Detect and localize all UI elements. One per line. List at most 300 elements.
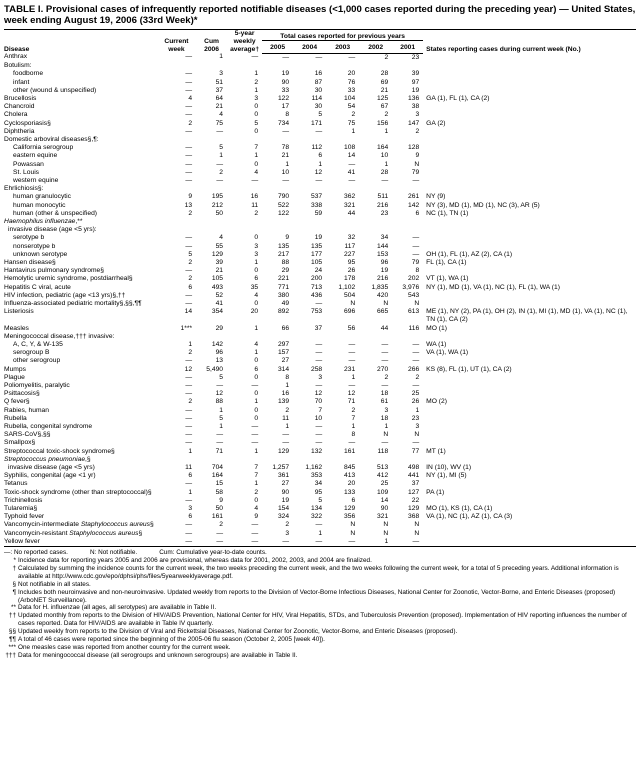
cell-value: — — [216, 127, 224, 135]
reporting-states — [423, 218, 636, 226]
cell-value: 4 — [188, 94, 193, 102]
cell-value: 4 — [254, 341, 259, 348]
cell-value: 87 — [314, 78, 323, 86]
cell-value: 79 — [411, 258, 420, 266]
cell-value: — — [381, 349, 389, 357]
cell-value: 1 — [254, 152, 259, 160]
cell-value — [293, 185, 326, 193]
table-row — [4, 456, 636, 464]
cell-value: 105 — [310, 258, 323, 266]
cell-value: 25 — [380, 480, 389, 488]
cell-value: 2 — [254, 209, 259, 217]
footnote — [4, 589, 636, 605]
cell-value: 217 — [277, 250, 290, 258]
cell-value: N — [350, 529, 356, 537]
cell-value: — — [185, 521, 193, 529]
disease-name: Ehrlichiosis§: — [4, 185, 44, 193]
report-page — [4, 4, 636, 660]
cell-value: 504 — [344, 291, 356, 299]
cell-value: 9 — [415, 152, 420, 160]
cell-value — [293, 456, 326, 464]
cell-value: — — [251, 431, 259, 439]
reporting-states: OH (1), FL (1), AZ (2), CA (1) — [426, 250, 513, 258]
cell-value — [196, 62, 227, 70]
cell-value: 0 — [254, 299, 259, 307]
cell-value: 2 — [351, 111, 356, 119]
cell-value: — — [185, 357, 193, 365]
cell-value: 513 — [377, 464, 389, 472]
table-row — [4, 177, 636, 185]
disease-name: serotype b — [13, 234, 45, 242]
cell-value: 59 — [314, 209, 323, 217]
cell-value: 5 — [219, 144, 224, 152]
reporting-states: GA (2) — [426, 119, 446, 127]
cell-value — [157, 218, 196, 226]
cell-value: 3 — [318, 373, 323, 381]
disease-name: foodborne — [13, 70, 44, 78]
cell-value: 412 — [377, 472, 389, 480]
table-row — [4, 275, 636, 283]
cell-value: 1 — [359, 538, 392, 547]
cell-value: 0 — [254, 111, 259, 119]
cell-value: 216 — [377, 201, 389, 209]
table-row — [4, 530, 636, 538]
cell-value: 0 — [254, 390, 259, 398]
cell-value: 361 — [277, 472, 290, 480]
cell-value: — — [196, 538, 227, 547]
cell-value: 108 — [344, 144, 356, 152]
cell-value: 1 — [254, 447, 259, 455]
table-row — [4, 62, 636, 70]
reporting-states: VA (1), NC (1), AZ (1), CA (3) — [426, 513, 513, 521]
cell-value: — — [185, 144, 193, 152]
cell-value: 200 — [310, 275, 323, 283]
cell-value: 5 — [318, 111, 323, 119]
table-row — [4, 333, 636, 341]
table-row — [4, 161, 636, 169]
cell-value: 14 — [380, 496, 389, 504]
table-row — [4, 152, 636, 160]
cell-value — [359, 333, 392, 341]
cell-value: 2 — [254, 488, 259, 496]
cell-value: 522 — [277, 201, 290, 209]
cell-value: 1 — [351, 373, 356, 381]
cell-value — [359, 456, 392, 464]
cell-value — [196, 136, 227, 144]
cell-value: 12 — [184, 365, 193, 373]
table-row — [4, 308, 636, 324]
cell-value: — — [282, 176, 290, 184]
disease-name: Rubella, congenital syndrome — [4, 423, 93, 431]
cell-value: 665 — [377, 308, 389, 316]
cell-value: 32 — [347, 234, 356, 242]
cell-value: — — [348, 341, 356, 348]
cell-value: 153 — [377, 250, 389, 258]
cell-value: N — [383, 431, 389, 439]
reporting-states — [423, 177, 636, 185]
cell-value: 97 — [411, 78, 420, 86]
cell-value: — — [251, 382, 259, 390]
cell-value: 321 — [344, 201, 356, 209]
cell-value: 19 — [411, 86, 420, 94]
footnote-text: Incidence data for reporting years 2005 and 2006 are provisional, whereas data for 2001, 2002, 2003, and 2004 are finalized. — [18, 556, 372, 564]
cell-value: 12 — [347, 390, 356, 398]
table-row — [4, 366, 636, 374]
cell-value: 13 — [215, 357, 224, 365]
cell-value: 543 — [408, 291, 420, 299]
cell-value: — — [315, 127, 323, 135]
cell-value: 21 — [281, 152, 290, 160]
cell-value: 95 — [314, 488, 323, 496]
cell-value: 0 — [254, 160, 259, 168]
disease-name: Diphtheria — [4, 127, 35, 135]
footnote-text: Updated monthly from reports to the Division of HIV/AIDS Prevention, National Center for HIV, Viral Hepatitis, STDs, and Tuberculosis Prevention (proposed). Implementation of HIV reporting influences the number of cases reported. Data for HIV/AIDS are available in Table IV quarterly. — [18, 612, 627, 628]
cell-value: 19 — [281, 496, 290, 504]
cell-value — [196, 218, 227, 226]
cell-value: 1 — [219, 152, 224, 160]
cell-value: 26 — [347, 267, 356, 275]
cell-value: — — [185, 127, 193, 135]
table-row — [4, 407, 636, 415]
cell-value — [293, 136, 326, 144]
reporting-states — [423, 374, 636, 382]
reporting-states — [423, 431, 636, 439]
cell-value: 1,102 — [338, 283, 356, 291]
cell-value: 8 — [351, 431, 356, 439]
disease-name: Smallpox§ — [4, 439, 36, 447]
table-row — [4, 193, 636, 201]
reporting-states — [423, 62, 636, 70]
cell-value: 1 — [219, 406, 224, 414]
table-row — [4, 489, 636, 497]
disease-name: eastern equine — [13, 152, 58, 160]
cell-value: 118 — [377, 447, 389, 455]
footnote — [4, 557, 636, 565]
disease-name: Tularemia§ — [4, 505, 38, 513]
cell-value: 61 — [380, 398, 389, 406]
cell-value — [293, 218, 326, 226]
cell-value: 0 — [254, 103, 259, 111]
cell-value — [262, 136, 293, 144]
cell-value: 696 — [344, 308, 356, 316]
footnote-text: A total of 46 cases were reported since the beginning of the 2005-06 flu season (October 2, 2005 [week 40]). — [18, 636, 325, 644]
reporting-states — [423, 136, 636, 144]
reporting-states: KS (8), FL (1), UT (1), CA (2) — [426, 365, 512, 373]
table-row — [4, 111, 636, 119]
cell-value: 75 — [347, 119, 356, 127]
table-row — [4, 448, 636, 456]
cell-value: — — [185, 373, 193, 381]
cell-value: — — [392, 538, 423, 547]
table-row — [4, 251, 636, 259]
cell-value: 90 — [380, 505, 389, 513]
disease-name: Yellow fever — [4, 538, 157, 547]
table-row — [4, 439, 636, 447]
cell-value: 6 — [415, 209, 420, 217]
footnote-text: Updated weekly from reports to the Division of Viral and Rickettsial Diseases, National Center for Zoonotic, Vector-Borne, and Enteric Diseases (proposed). — [18, 628, 458, 636]
cell-value: 49 — [281, 299, 290, 307]
cell-value: 1 — [384, 127, 389, 135]
cell-value: — — [185, 480, 193, 488]
table-row — [4, 226, 636, 234]
cell-value: 892 — [277, 308, 290, 316]
cell-value: — — [412, 382, 420, 390]
disease-name: HIV infection, pediatric (age <13 yrs)§,†† — [4, 291, 126, 299]
cell-value: 6 — [351, 496, 356, 504]
cell-value: — — [216, 529, 224, 537]
footnote-text: Not notifiable in all states. — [18, 580, 91, 588]
cell-value: 212 — [211, 201, 224, 209]
cell-value: 154 — [277, 505, 290, 513]
cell-value: 44 — [380, 324, 389, 332]
cell-value: 156 — [377, 119, 389, 127]
header-year-2004: 2004 — [293, 41, 326, 54]
disease-name: Botulism: — [4, 62, 32, 70]
footnote-marker: §§ — [8, 628, 16, 636]
cell-value: — — [293, 538, 326, 547]
cell-value: 13 — [184, 201, 193, 209]
cell-value — [262, 456, 293, 464]
cell-value: 142 — [211, 341, 224, 348]
footnote — [4, 652, 636, 660]
cell-value: 5 — [188, 250, 193, 258]
cell-value: 1 — [188, 447, 193, 455]
cell-value: — — [412, 234, 420, 242]
cell-value — [392, 136, 423, 144]
cell-value: — — [157, 538, 196, 547]
cell-value: 1 — [254, 324, 259, 332]
cell-value: 498 — [408, 464, 420, 472]
cell-value: 20 — [347, 70, 356, 78]
reporting-states — [423, 415, 636, 423]
reporting-states — [423, 390, 636, 398]
cell-value: 10 — [380, 152, 389, 160]
reporting-states — [423, 300, 636, 308]
cell-value: 33 — [347, 86, 356, 94]
cell-value: 2 — [254, 78, 259, 86]
cell-value: — — [315, 439, 323, 447]
table-row — [4, 79, 636, 87]
cell-value: — — [412, 242, 420, 250]
cell-value — [326, 62, 359, 70]
cell-value — [262, 185, 293, 193]
table-row — [4, 325, 636, 333]
cell-value: — — [251, 521, 259, 529]
cell-value: 7 — [254, 472, 259, 480]
cell-value: 18 — [380, 390, 389, 398]
cell-value: 135 — [310, 242, 323, 250]
cell-value: — — [185, 529, 193, 537]
table-body — [4, 53, 636, 546]
cell-value: 2 — [285, 521, 290, 529]
reporting-states: FL (1), CA (1) — [426, 258, 467, 266]
cell-value: 35 — [250, 283, 259, 291]
cell-value: 790 — [277, 193, 290, 201]
cell-value: 1 — [254, 349, 259, 357]
cell-value: 28 — [380, 70, 389, 78]
cell-value: — — [185, 111, 193, 119]
cell-value: 11 — [185, 464, 193, 472]
cell-value: 3,976 — [402, 283, 420, 291]
reporting-states — [423, 111, 636, 119]
cell-value: 5 — [219, 373, 224, 381]
cell-value: 64 — [215, 94, 224, 102]
cell-value: — — [251, 439, 259, 447]
cell-value: 2 — [415, 373, 420, 381]
cell-value: 227 — [344, 250, 356, 258]
table-row — [4, 218, 636, 226]
cell-value: 71 — [347, 398, 356, 406]
cell-value: 134 — [310, 505, 323, 513]
reporting-states — [423, 144, 636, 152]
cell-value: 1 — [384, 423, 389, 431]
reporting-states — [423, 333, 636, 341]
table-row — [4, 357, 636, 365]
cell-value: 6 — [188, 472, 193, 480]
cell-value: 270 — [377, 365, 389, 373]
cell-value: — — [315, 299, 323, 307]
reporting-states: GA (1), FL (1), CA (2) — [426, 94, 490, 102]
reporting-states — [423, 226, 636, 234]
disease-name: Typhoid fever — [4, 513, 45, 521]
cell-value: 771 — [277, 283, 290, 291]
footnote-text: Data for meningococcal disease (all serogroups and unknown serogroups) are available in Table II. — [18, 651, 298, 659]
disease-name: Powassan — [13, 160, 44, 168]
table-row — [4, 185, 636, 193]
cell-value: 258 — [310, 365, 323, 373]
cell-value: — — [251, 176, 259, 184]
cell-value: 6 — [188, 513, 193, 521]
cell-value: 132 — [310, 447, 323, 455]
disease-name: Measles — [4, 324, 29, 332]
cell-value: 34 — [380, 234, 389, 242]
disease-name: infant — [13, 78, 30, 86]
cell-value: 3 — [415, 111, 420, 119]
cell-value: 261 — [408, 193, 420, 201]
disease-name: Cholera — [4, 111, 28, 119]
cell-value: 139 — [277, 398, 290, 406]
reporting-states — [423, 243, 636, 251]
cell-value — [392, 456, 423, 464]
cell-value — [196, 333, 227, 341]
cell-value: 3 — [254, 94, 259, 102]
cell-value: 50 — [215, 505, 224, 513]
cell-value: 21 — [215, 103, 224, 111]
cell-value: 14 — [347, 152, 356, 160]
cell-value: 537 — [310, 193, 323, 201]
cell-value: 6 — [318, 152, 323, 160]
cell-value: 2 — [384, 111, 389, 119]
reporting-states: MO (1), KS (1), CA (1) — [426, 505, 493, 513]
cell-value: 613 — [408, 308, 420, 316]
cell-value: — — [185, 86, 193, 94]
table-row — [4, 120, 636, 128]
cell-value: — — [185, 299, 193, 307]
cell-value — [293, 226, 326, 234]
cell-value: 178 — [344, 275, 356, 283]
cell-value: — — [282, 439, 290, 447]
reporting-states — [423, 161, 636, 169]
cell-value: 90 — [281, 78, 290, 86]
footnote-marker: ** — [11, 604, 16, 612]
cell-value: 3 — [219, 70, 224, 78]
reporting-states: VA (1), WA (1) — [426, 349, 469, 357]
cell-value — [157, 333, 196, 341]
footnote-marker: * — [13, 556, 16, 564]
cell-value: 202 — [408, 275, 420, 283]
footnote — [4, 565, 636, 581]
reporting-states — [423, 292, 636, 300]
table-row — [4, 210, 636, 218]
table-row — [4, 497, 636, 505]
cell-value: 52 — [215, 291, 224, 299]
cell-value: 4 — [254, 291, 259, 299]
disease-table — [4, 29, 636, 547]
reporting-states — [423, 456, 636, 464]
cell-value: 41 — [347, 168, 356, 176]
cell-value: 0 — [254, 373, 259, 381]
cell-value: 5 — [318, 496, 323, 504]
cell-value: — — [185, 267, 193, 275]
disease-name: invasive disease (age <5 yrs) — [8, 464, 95, 472]
cell-value: 161 — [344, 447, 356, 455]
cell-value: 133 — [344, 488, 356, 496]
footnote-marker: † — [12, 564, 16, 572]
legend-cumulative: Cum: Cumulative year-to-date counts. — [159, 549, 267, 557]
cell-value — [359, 62, 392, 70]
cell-value: 76 — [347, 78, 356, 86]
cell-value: 67 — [380, 103, 389, 111]
cell-value: — — [315, 53, 323, 61]
disease-name: Rabies, human — [4, 406, 49, 414]
cell-value: 9 — [188, 193, 193, 201]
cell-value — [196, 185, 227, 193]
table-row — [4, 505, 636, 513]
disease-name: invasive disease (age <5 yrs): — [8, 226, 97, 234]
disease-name: Domestic arboviral diseases§,¶: — [4, 135, 99, 143]
table-row — [4, 538, 636, 547]
cell-value: — — [412, 341, 420, 348]
cell-value: 30 — [314, 86, 323, 94]
cell-value: 129 — [211, 250, 224, 258]
cell-value: 161 — [211, 513, 224, 521]
reporting-states — [423, 152, 636, 160]
cell-value — [392, 185, 423, 193]
cell-value: 413 — [344, 472, 356, 480]
disease-name: Hepatitis C viral, acute — [4, 283, 71, 291]
cell-value: 51 — [215, 78, 224, 86]
cell-value: 7 — [318, 406, 323, 414]
table-row — [4, 464, 636, 472]
cell-value: 25 — [411, 390, 420, 398]
cell-value: — — [326, 538, 359, 547]
cell-value: 436 — [310, 291, 323, 299]
cell-value: 21 — [380, 86, 389, 94]
cell-value: 1 — [351, 423, 356, 431]
cell-value: 441 — [408, 472, 420, 480]
cell-value: 30 — [314, 103, 323, 111]
table-row — [4, 349, 636, 357]
cell-value: 177 — [310, 250, 323, 258]
cell-value: 125 — [377, 94, 389, 102]
cell-value: 216 — [377, 275, 389, 283]
cell-value: 1 — [254, 398, 259, 406]
cell-value: 75 — [215, 119, 224, 127]
disease-name: Q fever§ — [4, 398, 30, 406]
table-row — [4, 390, 636, 398]
legend-not-notifiable: N: Not notifiable. — [89, 549, 138, 557]
cell-value: 0 — [254, 267, 259, 275]
